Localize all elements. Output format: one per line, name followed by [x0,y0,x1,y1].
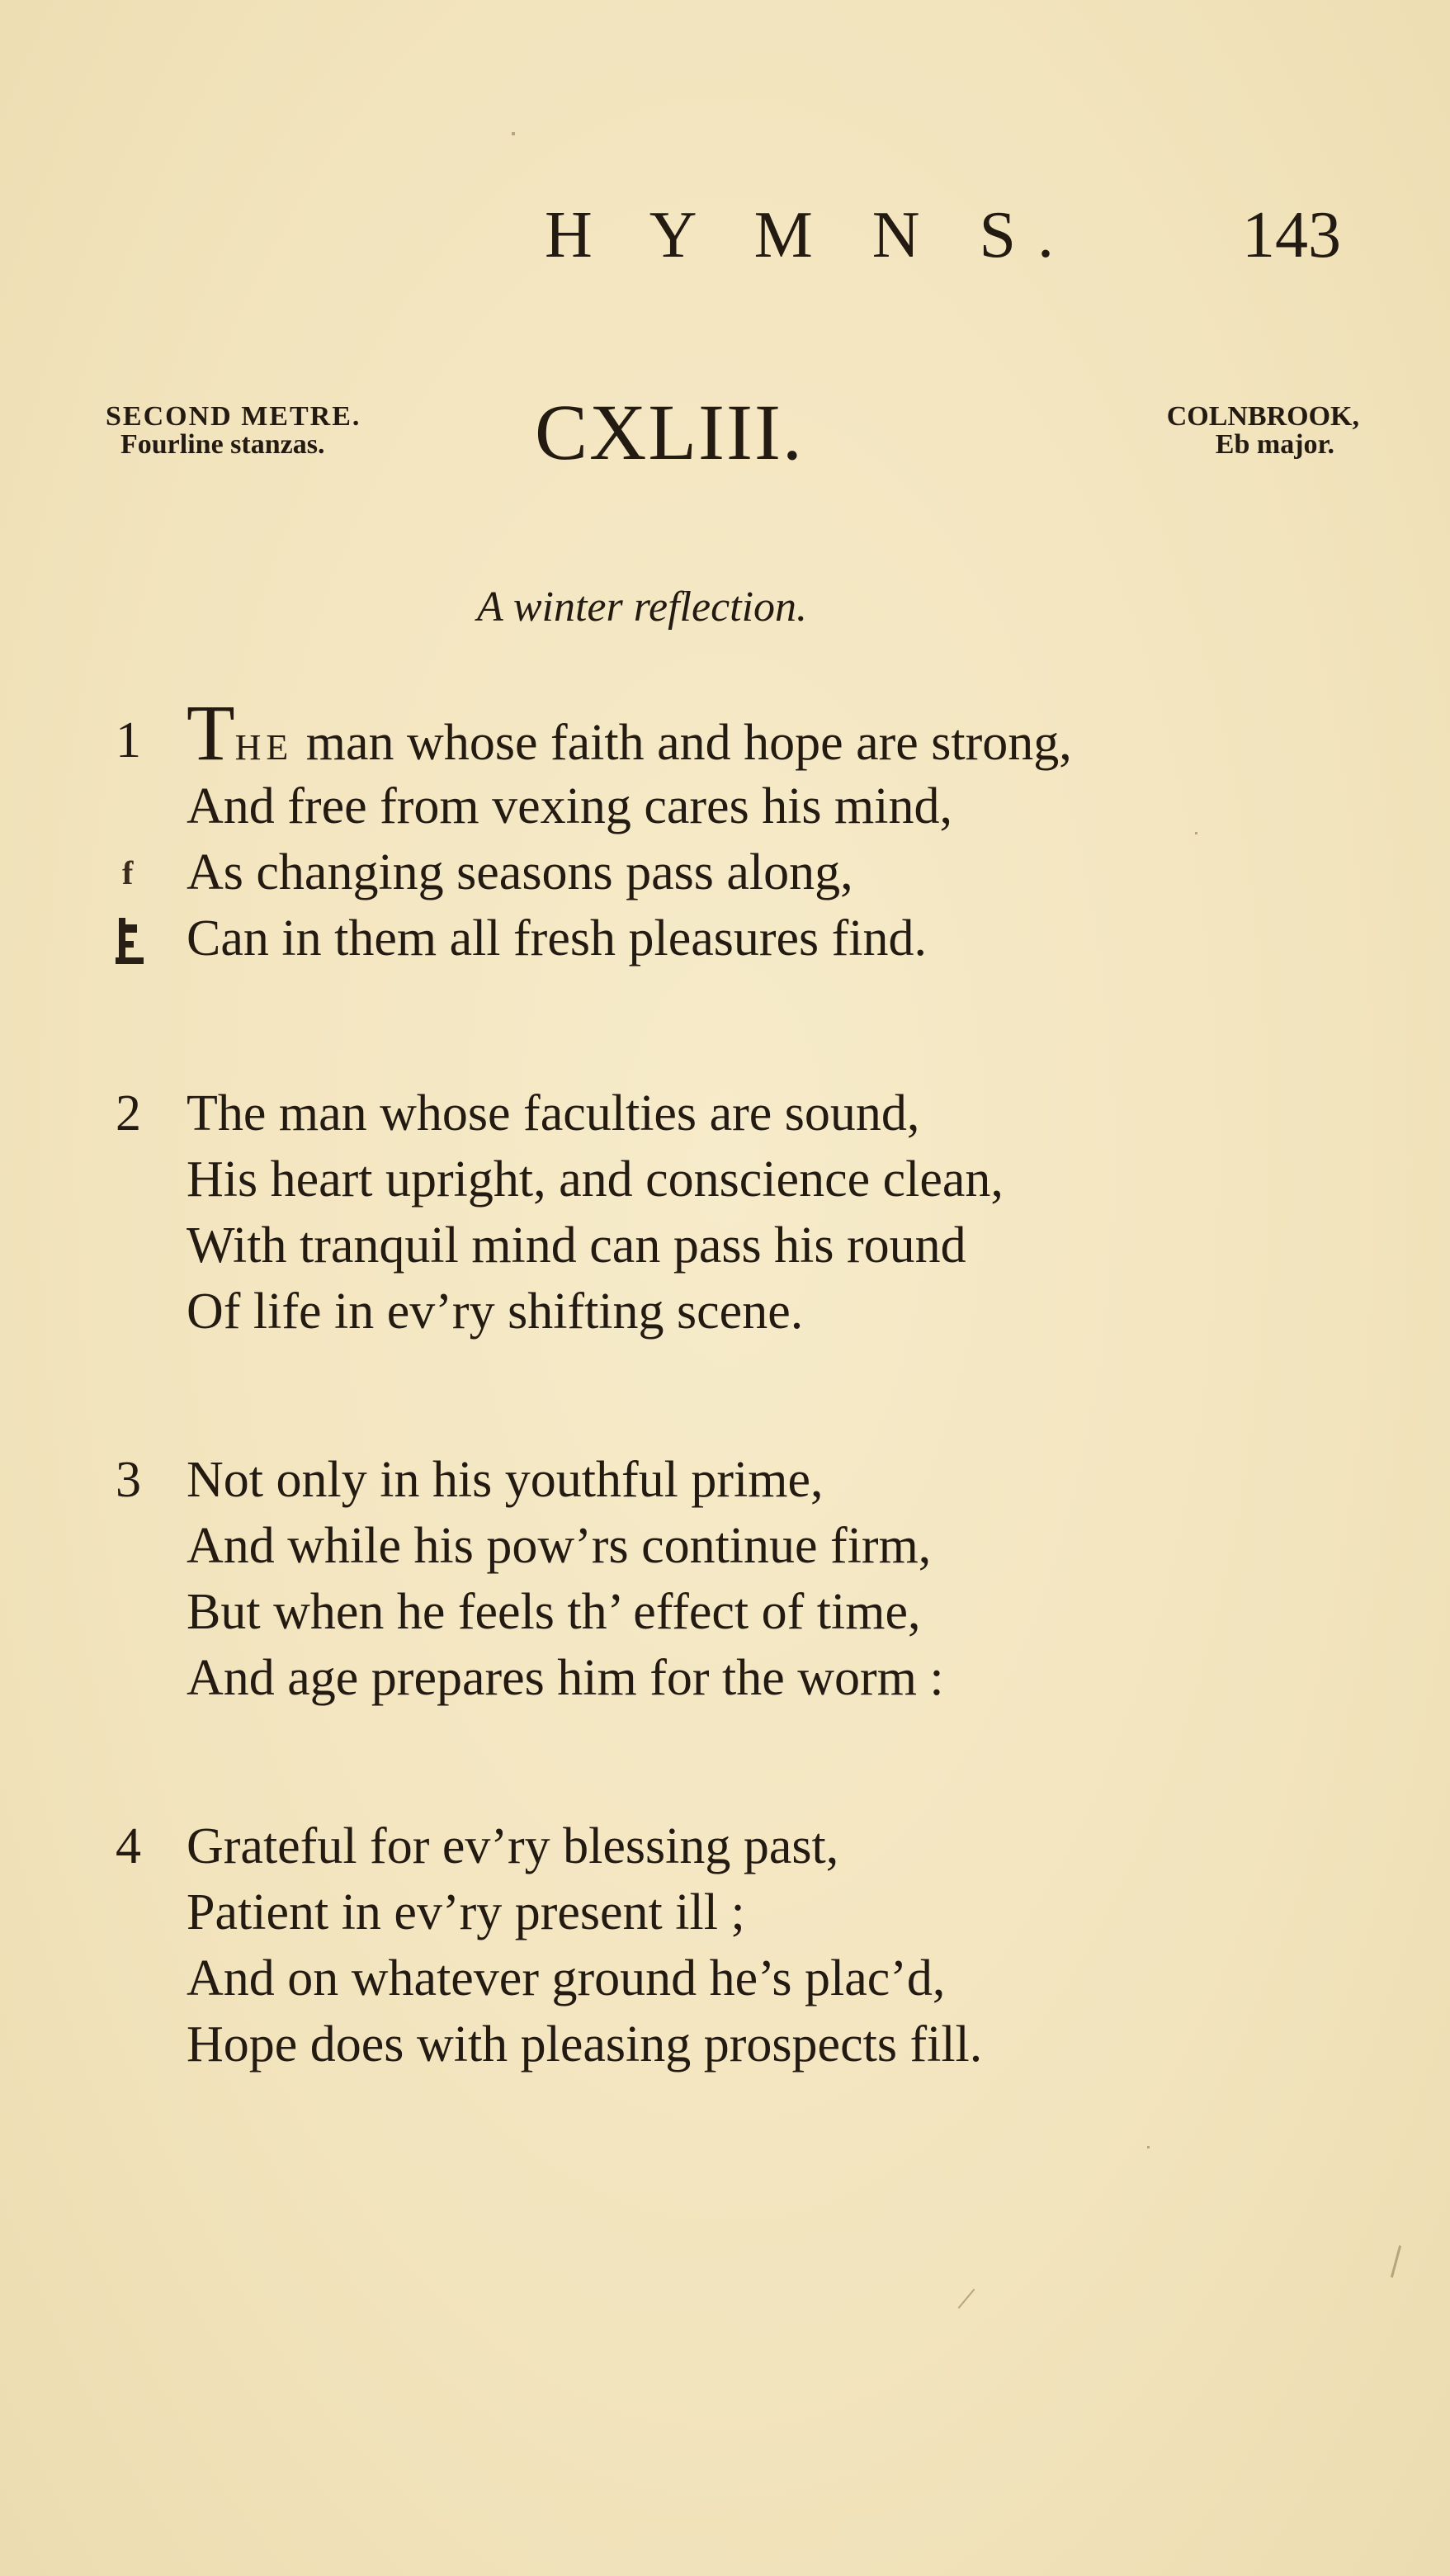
paper-speck [958,2289,975,2309]
verse-line: And while his pow’rs continue firm, [187,1518,932,1574]
verse-line: Grateful for ev’ry blessing past, [187,1818,839,1874]
tune-key: Eb major. [1215,429,1334,460]
verse-line: As changing seasons pass along, [187,844,853,900]
verse-line [187,688,1072,780]
drop-cap: T [187,688,235,777]
verse-line: And on whatever ground he’s plac’d, [187,1950,946,2006]
tune-info [1167,403,1359,459]
verse-line: And age prepares him for the worm : [187,1650,944,1706]
metre-info [106,403,361,459]
verse-line: His heart upright, and conscience clean, [187,1151,1004,1208]
stanza-number: 4 [116,1818,141,1874]
forte-mark: f [122,854,134,891]
verse-line: Patient in ev’ry present ill ; [187,1884,745,1940]
first-line-rest: man whose faith and hope are strong, [293,715,1072,771]
small-caps-word: HE [234,727,294,768]
stanza-number: 1 [116,712,141,768]
hymn-subtitle: A winter reflection. [477,584,808,631]
stanza-number: 2 [116,1085,141,1141]
running-head: H Y M N S. [545,199,1076,272]
verse-line: Of life in ev’ry shifting scene. [187,1283,804,1340]
pedal-mark-icon [116,916,145,966]
paper-speck [512,132,515,135]
verse-line: The man whose faculties are sound, [187,1085,920,1141]
verse-line: Not only in his youthful prime, [187,1452,824,1508]
tune-name: COLNBROOK, [1166,401,1359,432]
paper-speck [1391,2245,1401,2277]
verse-line: But when he feels th’ effect of time, [187,1584,921,1640]
verse-line: With tranquil mind can pass his round [187,1217,966,1274]
page-number: 143 [1242,199,1341,272]
verse-line: And free from vexing cares his mind, [187,778,953,834]
verse-line: Can in them all fresh pleasures find. [187,910,928,967]
verse-line: Hope does with pleasing prospects fill. [187,2016,983,2073]
metre-label: SECOND METRE. [106,401,361,432]
paper-speck [1195,832,1197,834]
stanza-form-label: Fourline stanzas. [120,429,325,460]
stanza-number: 3 [116,1452,141,1508]
paper-speck [1147,2146,1150,2148]
hymn-number: CXLIII. [535,388,804,476]
